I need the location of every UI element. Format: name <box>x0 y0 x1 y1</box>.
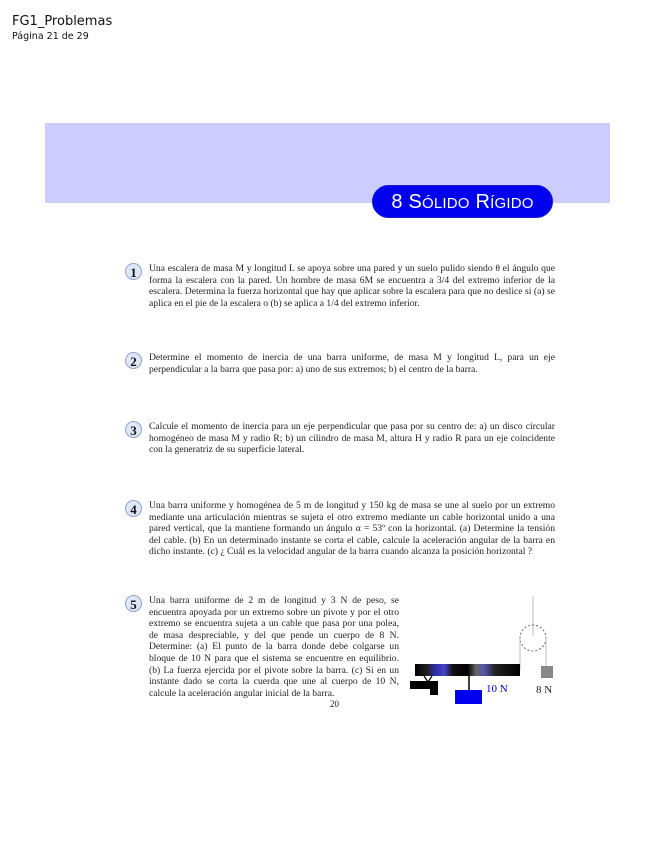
chapter-word-1: SÓLIDO <box>408 191 470 213</box>
problem-text: Determine el momento de inercia de una barra uniforme, de masa M y longitud L, para un eje perpendicular a la barra que pasa por: a) uno de sus extremos; b) el centro de la barra. <box>149 352 555 375</box>
counterweight-label: 8 N <box>536 684 553 696</box>
lever-pulley-diagram <box>410 596 570 706</box>
document-title: FG1_Problemas <box>12 14 113 29</box>
uniform-bar <box>415 664 520 676</box>
chapter-title <box>372 185 553 218</box>
page-indicator: Página 21 de 29 <box>12 31 89 42</box>
block-label: 10 N <box>486 683 508 695</box>
block-10n <box>455 690 482 704</box>
problem-text: Calcule el momento de inercia para un eje perpendicular que pasa por su centro de: a) un disco circular homogéneo de masa M y radio R; b) un cilindro de masa M, altura H y radio R para un eje coincidente con la generatriz de su superficie lateral. <box>149 421 555 456</box>
problem-2 <box>125 352 555 375</box>
lever-pulley-figure <box>410 596 570 706</box>
problem-number-badge: 2 <box>125 352 142 369</box>
problem-text: Una barra uniforme de 2 m de longitud y 3 N de peso, se encuentra apoyada por un extremo sobre un pivote y por el otro extremo se encuentra sujeta a un cable que pasa por una polea, de masa despreciable, y del que pende un cuerpo de 8 N. Determine: (a) El punto de la barra donde debe colgarse un bloque de 10 N para que el sistema se encuentre en equilibrio. (b) La fuerza ejercida por el pivote sobre la barra. (c) Si en un instante dado se corta la cuerda que une al cuerpo de 10 N, calcule la aceleración angular inicial de la barra. <box>149 595 399 699</box>
problem-number-badge: 4 <box>125 500 142 517</box>
problem-number-badge: 3 <box>125 421 142 438</box>
problem-number-badge: 1 <box>125 263 142 280</box>
problem-3 <box>125 421 555 456</box>
problem-4 <box>125 500 555 558</box>
problem-text: Una escalera de masa M y longitud L se apoya sobre una pared y un suelo pulido siendo θ el ángulo que forma la escalera con la pared. Un hombre de masa 6M se encuentra a 3/4 del extremo inferior de la escalera. Determina la fuerza horizontal que hay que aplicar sobre la escalera para que no deslice si (a) se aplica en el pie de la escalera o (b) se aplica a 1/4 del extremo inferior. <box>149 263 555 309</box>
chapter-number: 8 <box>391 191 403 213</box>
problem-1 <box>125 263 555 309</box>
problem-number-badge: 5 <box>125 595 142 612</box>
problem-text: Una barra uniforme y homogénea de 5 m de longitud y 150 kg de masa se une al suelo por un extremo mediante una articulación mientras se sujeta el otro extremo mediante un cable horizontal unido a una pared vertical, que la mantiene formando un ángulo α = 53º con la horizontal. (a) Determine la tensión del cable. (b) En un determinado instante se corta el cable, calcule la aceleración angular de la barra en dicho instante. (c) ¿ Cuál es la velocidad angular de la barra cuando alcanza la posición horizontal ? <box>149 500 555 558</box>
page-number: 20 <box>330 699 339 709</box>
chapter-word-2: RÍGIDO <box>475 191 534 213</box>
document-header <box>12 14 112 43</box>
counterweight-8n <box>541 666 553 678</box>
